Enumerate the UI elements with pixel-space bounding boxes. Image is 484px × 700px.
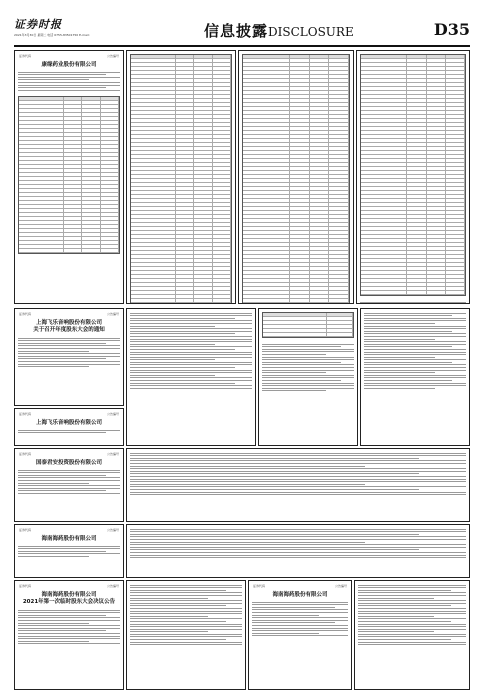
company-name: 海南海药股份有限公司 xyxy=(41,592,97,598)
company-name: 上海飞乐音响股份有限公司 xyxy=(35,420,102,426)
table-block-4 xyxy=(356,50,470,304)
announcement-body xyxy=(15,606,123,648)
announcement-body xyxy=(249,598,351,640)
text-block-mid-2 xyxy=(126,308,256,446)
security-code-label: 证券代码 xyxy=(19,528,32,532)
announcement-block-4 xyxy=(14,448,124,522)
announcement-header xyxy=(249,584,351,598)
announcement-body xyxy=(15,426,123,437)
security-code-label: 证券代码 xyxy=(19,312,32,316)
masthead xyxy=(14,16,470,46)
announcement-header xyxy=(15,584,123,606)
company-name: 康缘药业股份有限公司 xyxy=(41,62,97,68)
announcement-number-label: 公告编号 xyxy=(106,54,119,58)
announcement-number-label: 公告编号 xyxy=(334,584,347,588)
announcement-body xyxy=(15,68,123,94)
announcement-header xyxy=(15,452,123,466)
text-block-mid-4 xyxy=(360,308,470,446)
table-block-2 xyxy=(126,50,236,304)
announcement-body xyxy=(15,334,123,371)
page-number: D35 xyxy=(433,20,470,39)
announcement-meta xyxy=(15,528,123,532)
masthead-rule xyxy=(14,45,470,47)
announcement-body xyxy=(127,581,245,649)
announcement-block-2 xyxy=(14,308,124,406)
section-title xyxy=(204,20,354,41)
data-table xyxy=(242,54,350,304)
security-code-label: 证券代码 xyxy=(19,412,32,416)
announcement-block-6 xyxy=(14,580,124,690)
announcement-body xyxy=(15,466,123,498)
data-table xyxy=(360,54,466,296)
announcement-title: 2021年第一次临时股东大会决议公告 xyxy=(22,599,116,605)
company-name: 上海飞乐音响股份有限公司 xyxy=(35,320,102,326)
announcement-block-7 xyxy=(248,580,352,690)
announcement-body xyxy=(127,449,469,499)
announcement-number-label: 公告编号 xyxy=(106,584,119,588)
section-title-en: DISCLOSURE xyxy=(268,25,354,39)
announcement-block-3 xyxy=(14,408,124,446)
announcement-body xyxy=(361,309,469,392)
announcement-number-label: 公告编号 xyxy=(106,312,119,316)
announcement-meta xyxy=(15,584,123,588)
announcement-number-label: 公告编号 xyxy=(106,412,119,416)
company-name: 海南海药股份有限公司 xyxy=(41,536,97,542)
announcement-header xyxy=(15,54,123,68)
announcement-number-label: 公告编号 xyxy=(106,528,119,532)
announcement-meta xyxy=(15,54,123,58)
dateline: 2021年3月30日 星期二 电话 0755-83501750 E-mail: xyxy=(14,33,90,37)
security-code-label: 证券代码 xyxy=(19,584,32,588)
announcement-header xyxy=(15,528,123,542)
announcement-number-label: 公告编号 xyxy=(106,452,119,456)
security-code-label: 证券代码 xyxy=(253,584,266,588)
announcement-header xyxy=(15,312,123,334)
announcement-body xyxy=(355,581,469,649)
announcement-body xyxy=(127,309,255,392)
announcement-body xyxy=(259,340,357,395)
announcement-body xyxy=(357,298,469,304)
announcement-meta xyxy=(249,584,351,588)
announcement-body xyxy=(127,525,469,562)
announcement-block-5 xyxy=(14,524,124,578)
announcement-body xyxy=(15,542,123,561)
company-name: 国泰君安投资股份有限公司 xyxy=(35,460,102,466)
announcement-title: 关于召开年度股东大会的通知 xyxy=(33,327,105,333)
text-block-bottom-2 xyxy=(126,580,246,690)
security-code-label: 证券代码 xyxy=(19,452,32,456)
table-block-3 xyxy=(238,50,354,304)
text-block-lower-3 xyxy=(126,524,470,578)
announcement-meta xyxy=(15,452,123,456)
text-block-lower-2 xyxy=(126,448,470,522)
security-code-label: 证券代码 xyxy=(19,54,32,58)
data-table xyxy=(130,54,232,304)
announcement-header xyxy=(15,412,123,426)
text-block-bottom-4 xyxy=(354,580,470,690)
newspaper-logo: 证券时报 xyxy=(14,18,62,31)
data-table xyxy=(262,312,354,338)
text-block-mid-3 xyxy=(258,308,358,446)
announcement-meta xyxy=(15,412,123,416)
section-title-cn: 信息披露 xyxy=(204,22,269,40)
data-table xyxy=(18,96,120,254)
announcement-block-1 xyxy=(14,50,124,304)
announcement-meta xyxy=(15,312,123,316)
company-name: 海南海药股份有限公司 xyxy=(272,592,328,598)
